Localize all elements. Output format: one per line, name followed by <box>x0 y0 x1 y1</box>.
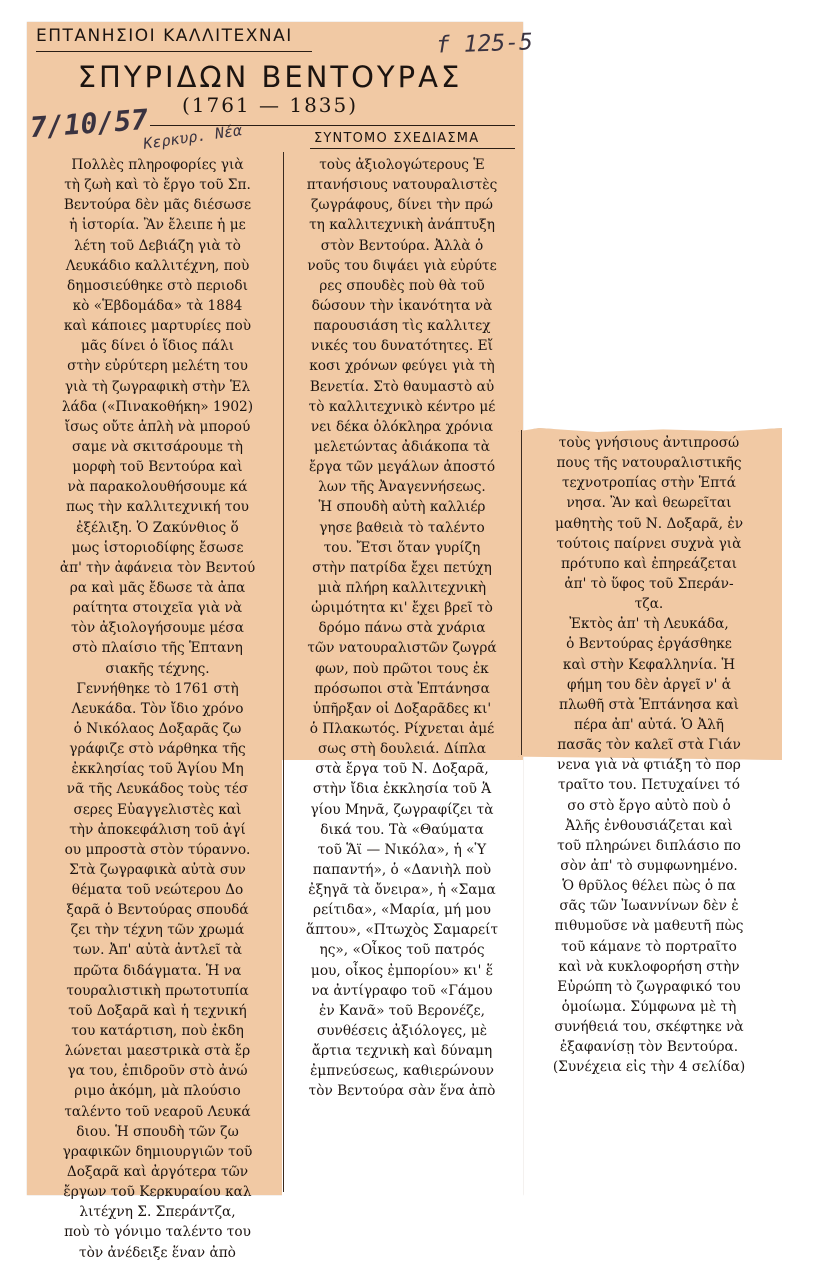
text-line: μᾶς δίνει ὁ ἴδιος πάλι <box>81 338 234 355</box>
handwritten-archive-code: f 125-5 <box>435 29 534 59</box>
text-line: ἀπ' τὴν ἀφάνεια τὸν Βεντού <box>59 559 256 576</box>
text-line: ἐκκλησίας τοῦ Ἁγίου Μη <box>71 761 244 778</box>
text-column-right <box>524 433 774 1078</box>
text-line: Βενετία. Στὸ θαυμαστὸ αὐ <box>309 378 495 395</box>
text-line: δικά του. Τὰ «Θαύματα <box>320 821 484 838</box>
text-line: πους τῆς νατουραλιστικῆς <box>556 455 742 472</box>
text-line: τοῦ πληρώνει διπλάσιο πο <box>557 837 741 854</box>
text-line: ἔργων τοῦ Κερκυραίου καλ <box>63 1184 252 1201</box>
text-line: πως τὴν καλλιτεχνική του <box>65 499 250 516</box>
text-column-left <box>36 155 279 1263</box>
text-line: τοῦ Ἅϊ — Νικόλα», ἡ «Ὑ <box>317 841 487 858</box>
text-line: γίου Μηνᾶ, ζωγραφίζει τὰ <box>310 801 494 818</box>
text-line: ζει τὴν τέχνη τῶν χρωμά <box>70 922 245 939</box>
text-line: τοὺς γνήσιους ἀντιπροσώ <box>558 435 740 451</box>
text-line: τούτοις παίρνει συχνὰ γιὰ <box>556 535 742 552</box>
text-line: ὁμοίωμα. Σύμφωνα μὲ τὴ <box>561 998 737 1015</box>
text-line: να ἀντίγραφο τοῦ «Γάμου <box>311 982 493 999</box>
text-line: γιὰ τὴ ζωγραφικὴ στὴν Ἑλ <box>64 378 251 395</box>
text-line: στὰ ἔργα τοῦ Ν. Δοξαρᾶ, <box>315 761 489 778</box>
text-line: Λευκάδα. Τὸν ἴδιο χρόνο <box>71 700 244 717</box>
text-line: τὴ ζωὴ καὶ τὸ ἔργο τοῦ Σπ. <box>64 177 251 194</box>
text-line: τὴν ἀποκεφάλιση τοῦ ἁγί <box>69 821 246 838</box>
text-line: ρείτιδα», «Μαρία, μή μου <box>313 902 491 919</box>
text-line: νησα. Ἂν καὶ θεωρεῖται <box>566 495 732 512</box>
text-line: τραῖτο του. Πετυχαίνει τό <box>558 777 740 794</box>
text-line: στὸ πλαίσιο τῆς Ἑπτανη <box>72 640 243 657</box>
text-line: Βεντούρα δὲν μᾶς διέσωσε <box>63 197 252 214</box>
text-line: καὶ στὴν Κεφαλληνία. Ἡ <box>562 656 736 673</box>
text-line: ἔργα τῶν μεγάλων ἀποστό <box>308 459 496 476</box>
text-line: δρόμο πάνω στὰ χνάρια <box>318 620 486 637</box>
text-line: ζωγράφους, δίνει τὴν πρώ <box>311 197 493 214</box>
text-line: ἐξηγᾶ τὰ ὄνειρα», ἡ «Σαμα <box>308 882 496 899</box>
text-line: ἐμπνεύσεως, καθιερώνουν <box>310 1063 494 1080</box>
text-line: καὶ νὰ κυκλοφορήση στὴν <box>558 958 740 975</box>
article-subtitle: ΣΥΝΤΟΜΟ ΣΧΕΔΙΑΣΜΑ <box>314 131 480 146</box>
text-line: γα του, ἐπιδροῦν στὸ ἀνώ <box>67 1063 248 1080</box>
text-line: κὸ «Ἑβδομάδα» τὰ 1884 <box>72 297 243 314</box>
text-line: Δοξαρᾶ καὶ ἀργότερα τῶν <box>66 1164 249 1181</box>
text-line: συνήθειά του, σκέφτηκε νὰ <box>554 1019 744 1036</box>
text-line: σιακῆς τέχνης. <box>105 660 210 677</box>
text-line: μιὰ πλήρη καλλιτεχνικὴ <box>317 579 487 596</box>
text-line: ὡριμότητα κι' ἔχει βρεῖ τὸ <box>311 600 493 617</box>
text-line: τῶν νατουραλιστῶν ζωγρά <box>307 640 497 657</box>
text-line: πασᾶς τὸν καλεῖ στὰ Γιάν <box>557 737 741 754</box>
text-line: μορφὴ τοῦ Βεντούρα καὶ <box>72 459 243 476</box>
text-line: νικές του δυνατότητες. Εἴ <box>311 338 493 355</box>
text-line: ου μπροστὰ στὸν τύραννο. <box>64 841 251 858</box>
text-line: νει δέκα ὁλόκληρα χρόνια <box>310 418 494 435</box>
text-line: νὰ παρακολουθήσουμε κά <box>67 479 248 496</box>
text-line: καὶ κάποιες μαρτυρίες ποὺ <box>63 318 252 335</box>
text-line: γράφιζε στὸ νάρθηκα τῆς <box>69 741 246 758</box>
column-divider <box>283 152 284 1192</box>
text-line: Ἐκτὸς ἀπ' τὴ Λευκάδα, <box>569 616 729 633</box>
text-line: ὁ Πλακωτός. Ρίχνεται ἀμέ <box>309 720 495 737</box>
text-line: Στὰ ζωγραφικὰ αὐτὰ συν <box>69 861 246 878</box>
text-line: φήμη του δὲν ἀργεῖ ν' ἁ <box>567 676 731 693</box>
text-line: τὸν ἀξιολογήσουμε μέσα <box>71 620 244 637</box>
text-line: ραίτητα στοιχεῖα γιὰ νὰ <box>72 600 243 617</box>
text-line: των. Ἀπ' αὐτὰ ἀντλεῖ τὰ <box>73 942 242 959</box>
text-line: νοῦς του διψάει γιὰ εὐρύτε <box>307 257 497 274</box>
text-line: λέτη τοῦ Δεβιάζη γιὰ τὸ <box>74 237 241 254</box>
text-line: Λευκάδιο καλλιτέχνη, ποὺ <box>65 257 250 274</box>
text-line: ὑπῆρξαν οἱ Δοξαρᾶδες κι' <box>312 700 492 717</box>
text-line: πτανήσιους νατουραλιστὲς <box>306 177 498 194</box>
text-line: Ἀλῆς ἐνθουσιάζεται καὶ <box>565 817 733 834</box>
text-line: θέματα τοῦ νεώτερου Δο <box>71 882 244 899</box>
text-line: πρόσωποι στὰ Ἑπτάνησα <box>314 680 490 697</box>
text-line: ποὺ τὸ γόνιμο ταλέντο του <box>64 1224 251 1241</box>
text-line: τοὺς ἀξιολογώτερους Ἑ <box>319 157 485 173</box>
text-line: ἅπτου», «Πτωχὸς Σαμαρείτ <box>305 922 499 939</box>
section-rule <box>36 51 312 52</box>
text-line: κοσι χρόνων φεύγει γιὰ τὴ <box>309 358 495 375</box>
text-line: ὁ Βεντούρας ἐργάσθηκε <box>566 636 732 653</box>
text-line: σᾶς τῶν Ἰωαννίνων δὲν ἐ <box>559 898 739 915</box>
text-line: ξαρᾶ ὁ Βεντούρας σπουδά <box>66 902 249 919</box>
text-line: συνθέσεις ἀξιόλογες, μὲ <box>316 1023 488 1040</box>
text-line: σὸν ἀπ' τὸ συμφωνημένο. <box>560 857 738 874</box>
text-line: πρότυπο καὶ ἐπηρεάζεται <box>561 555 737 572</box>
text-line: νᾶ τῆς Λευκάδος τοὺς τέσ <box>66 781 249 798</box>
text-line: τὸν ἀνέδειξε ἕναν ἀπὸ <box>79 1244 236 1261</box>
text-line: μελετώντας ἀδιάκοπα τὰ <box>314 438 490 455</box>
text-line: Ἡ σπουδὴ αὐτὴ καλλιέρ <box>318 499 486 516</box>
text-line: παρουσιάση τὶς καλλιτεχ <box>313 318 491 335</box>
text-line: ἄρτια τεχνικὴ καὶ δύναμη <box>311 1043 493 1060</box>
text-line: σως στὴ δουλειά. Δίπλα <box>317 741 487 758</box>
text-line: τοῦ κάμανε τὸ πορτραῖτο <box>561 938 737 955</box>
section-heading: ΕΠΤΑΝΗΣΙΟΙ ΚΑΛΛΙΤΕΧΝΑΙ <box>36 26 293 46</box>
text-line: τὸ καλλιτεχνικὸ κέντρο μέ <box>308 398 496 415</box>
handwritten-date: 7/10/57 <box>28 102 150 145</box>
text-line: του. Ἔτσι ὅταν γυρίζη <box>323 539 481 556</box>
text-line: σαμε νὰ σκιτσάρουμε τὴ <box>72 438 243 455</box>
text-line: τζα. <box>634 596 664 613</box>
text-line: ἀπ' τὸ ὕφος τοῦ Σπεράν- <box>564 575 734 592</box>
text-line: τὸν Βεντούρα σὰν ἕνα ἀπὸ <box>308 1083 496 1100</box>
article-years: (1761 — 1835) <box>181 93 359 117</box>
text-line: ἡ ἱστορία. Ἂν ἔλειπε ἡ με <box>69 217 246 234</box>
text-line: πρῶτα διδάγματα. Ἡ να <box>73 962 242 979</box>
text-line: ης», «Οἶκος τοῦ πατρός <box>319 942 485 959</box>
text-line: πλωθῆ στὰ Ἑπτάνησα καὶ <box>558 696 740 713</box>
text-line: λώνεται μαεστρικὰ στὰ ἔρ <box>64 1043 251 1060</box>
text-line: πέρα ἀπ' αὐτά. Ὁ Ἀλῆ <box>573 716 725 733</box>
subtitle-rule-bottom <box>310 148 515 149</box>
text-line: διου. Ἡ σπουδὴ τῶν ζω <box>76 1123 239 1140</box>
text-column-middle <box>287 155 517 1102</box>
text-line: Εὐρώπη τὸ ζωγραφικό του <box>557 978 741 995</box>
text-line: δημοσιεύθηκε στὸ περιοδι <box>67 277 248 294</box>
subtitle-rule-top <box>150 125 515 126</box>
text-line: Γεννήθηκε τὸ 1761 στὴ <box>76 680 239 697</box>
text-line: τουραλιστικὴ πρωτοτυπία <box>66 982 249 999</box>
text-line: σο στὸ ἔργο αὐτὸ ποὺ ὁ <box>567 797 731 814</box>
text-line: πιθυμοῦσε νὰ μαθευτῆ πὼς <box>554 918 744 935</box>
text-line: σερες Εὐαγγελιστὲς καὶ <box>73 801 242 818</box>
handwritten-source: Κερκυρ. Νέα <box>142 121 244 153</box>
text-line: (Συνέχεια εἰς τὴν 4 σελίδα) <box>552 1059 746 1076</box>
text-line: λιτέχνη Σ. Σπεράντζα, <box>79 1204 236 1221</box>
text-line: φων, ποὺ πρῶτοι τους ἐκ <box>315 660 489 677</box>
column-divider <box>521 430 522 755</box>
text-line: μου, οἶκος ἐμπορίου» κι' ἕ <box>310 962 494 979</box>
text-line: ἐξαφανίσῃ τὸν Βεντούρα. <box>559 1039 739 1056</box>
text-line: μαθητὴς τοῦ Ν. Δοξαρᾶ, ἐν <box>554 515 744 532</box>
text-line: στὴν πατρίδα ἔχει πετύχη <box>312 559 492 576</box>
text-line: ἐξέλιξη. Ὁ Ζακύνθιος ὅ <box>76 519 239 536</box>
text-line: ρες σπουδὲς ποὺ θὰ τοῦ <box>319 277 485 294</box>
text-line: λάδα («Πινακοθήκη» 1902) <box>61 398 254 415</box>
text-line: του κατάρτιση, ποὺ ἐκδη <box>71 1023 244 1040</box>
text-line: ρα καὶ μᾶς ἔδωσε τὰ ἀπα <box>69 579 246 596</box>
text-line: ἐν Κανᾶ» τοῦ Βερονέζε, <box>319 1002 485 1019</box>
text-line: στὴν ἴδια ἐκκλησία τοῦ Ἁ <box>312 781 492 798</box>
text-line: Πολλὲς πληροφορίες γιὰ <box>71 157 244 173</box>
text-line: γησε βαθειὰ τὸ ταλέντο <box>319 519 485 536</box>
article-title: ΣΠΥΡΙΔΩΝ ΒΕΝΤΟΥΡΑΣ <box>77 60 463 94</box>
text-line: νενα γιὰ νὰ φτιάξη τὸ πορ <box>557 757 741 774</box>
text-line: ὁ Νικόλαος Δοξαρᾶς ζω <box>73 720 242 737</box>
text-line: τεχνοτροπίας στὴν Ἑπτά <box>561 475 737 492</box>
text-line: μως ἱστοριοδίφης ἔσωσε <box>71 539 244 556</box>
text-line: ριμο ἀκόμη, μὰ πλούσιο <box>74 1083 241 1100</box>
text-line: ταλέντο τοῦ νεαροῦ Λευκά <box>64 1103 251 1120</box>
text-line: ἴσως οὔτε ἁπλὴ νὰ μπορού <box>64 418 251 435</box>
text-line: λων τῆς Ἀναγεννήσεως. <box>318 479 486 496</box>
text-line: στὸν Βεντούρα. Ἀλλὰ ὁ <box>320 237 484 254</box>
text-line: δώσουν τὴν ἱκανότητα νὰ <box>311 297 493 314</box>
text-line: στὴν εὐρύτερη μελέτη του <box>67 358 248 375</box>
text-line: παπαντή», ὁ «Δανιὴλ ποὺ <box>312 861 492 878</box>
text-line: τη καλλιτεχνικὴ ἀνάπτυξη <box>309 217 495 234</box>
text-line: γραφικῶν δημιουργιῶν τοῦ <box>62 1143 253 1160</box>
text-line: Ὁ θρῦλος θέλει πὼς ὁ πα <box>562 878 736 895</box>
text-line: τοῦ Δοξαρᾶ καὶ ἡ τεχνική <box>68 1002 247 1019</box>
